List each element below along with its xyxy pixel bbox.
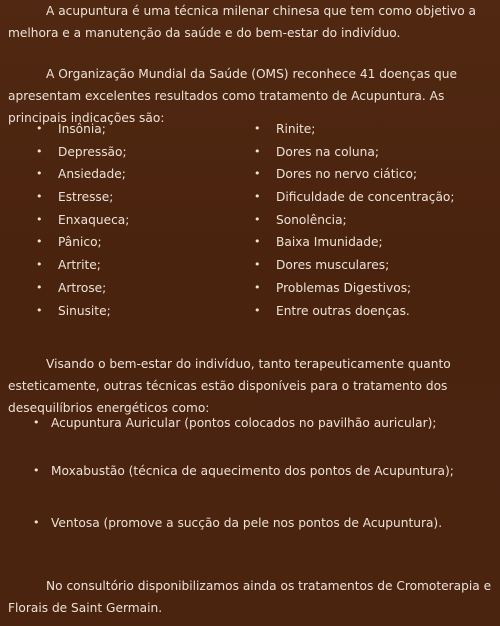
closing-paragraph	[8, 575, 496, 619]
bullet-icon: •	[33, 464, 40, 477]
closing-text: No consultório disponibilizamos ainda os tratamentos de Cromoterapia e Florais de Saint Germain.	[8, 579, 492, 615]
list-item: • Dores musculares;	[254, 254, 454, 277]
bullet-icon: •	[254, 167, 261, 181]
bullet-icon: •	[36, 235, 43, 249]
bullet-icon: •	[36, 258, 43, 272]
intro-text: A acupuntura é uma técnica milenar chinesa que tem como objetivo a melhora e a manutenção da saúde e do bem-estar do indivíduo.	[8, 4, 477, 40]
list-item: • Moxabustão (técnica de aquecimento dos pontos de Acupuntura);	[33, 459, 454, 483]
bullet-icon: •	[36, 212, 43, 226]
list-item: • Dores no nervo ciático;	[254, 163, 454, 186]
bullet-icon: •	[254, 212, 261, 226]
techniques-list	[33, 403, 454, 535]
indications-list-left	[36, 118, 129, 322]
bullet-icon: •	[254, 144, 261, 158]
bullet-icon: •	[36, 122, 43, 135]
list-item: • Ansiedade;	[36, 163, 129, 186]
bullet-icon: •	[254, 235, 261, 249]
bullet-icon: •	[33, 416, 40, 429]
list-item: • Pânico;	[36, 231, 129, 254]
list-item: • Insônia;	[36, 118, 129, 141]
indications-list-right	[254, 118, 454, 322]
bullet-icon: •	[36, 144, 43, 158]
intro-paragraph	[8, 0, 496, 44]
techniques-intro-text: Visando o bem-estar do indivíduo, tanto terapeuticamente quanto esteticamente, outras técnicas estão disponíveis para o tratamento dos desequilíbrios energéticos como:	[8, 357, 451, 415]
list-item: • Problemas Digestivos;	[254, 277, 454, 300]
list-item: • Baixa Imunidade;	[254, 231, 454, 254]
bullet-icon: •	[36, 167, 43, 181]
list-item: • Entre outras doenças.	[254, 300, 454, 323]
list-item: • Artrose;	[36, 277, 129, 300]
list-item: • Ventosa (promove a sucção da pele nos pontos de Acupuntura).	[33, 511, 454, 535]
bullet-icon: •	[254, 258, 261, 272]
list-item: • Estresse;	[36, 186, 129, 209]
list-item: • Dificuldade de concentração;	[254, 186, 454, 209]
bullet-icon: •	[33, 516, 40, 529]
list-item: • Acupuntura Auricular (pontos colocados no pavilhão auricular);	[33, 411, 454, 435]
bullet-icon: •	[254, 303, 261, 317]
list-item: • Rinite;	[254, 118, 454, 141]
bullet-icon: •	[36, 280, 43, 294]
list-item: • Artrite;	[36, 254, 129, 277]
list-item: • Depressão;	[36, 141, 129, 164]
bullet-icon: •	[254, 122, 261, 135]
list-item: • Dores na coluna;	[254, 141, 454, 164]
bullet-icon: •	[254, 190, 261, 204]
bullet-icon: •	[254, 280, 261, 294]
bullet-icon: •	[36, 303, 43, 317]
oms-text: A Organização Mundial da Saúde (OMS) reconhece 41 doenças que apresentam excelentes resultados como tratamento de Acupuntura. As principais indicações são:	[8, 67, 458, 125]
list-item: • Sonolência;	[254, 209, 454, 232]
bullet-icon: •	[36, 190, 43, 204]
list-item: • Enxaqueca;	[36, 209, 129, 232]
list-item: • Sinusite;	[36, 300, 129, 323]
